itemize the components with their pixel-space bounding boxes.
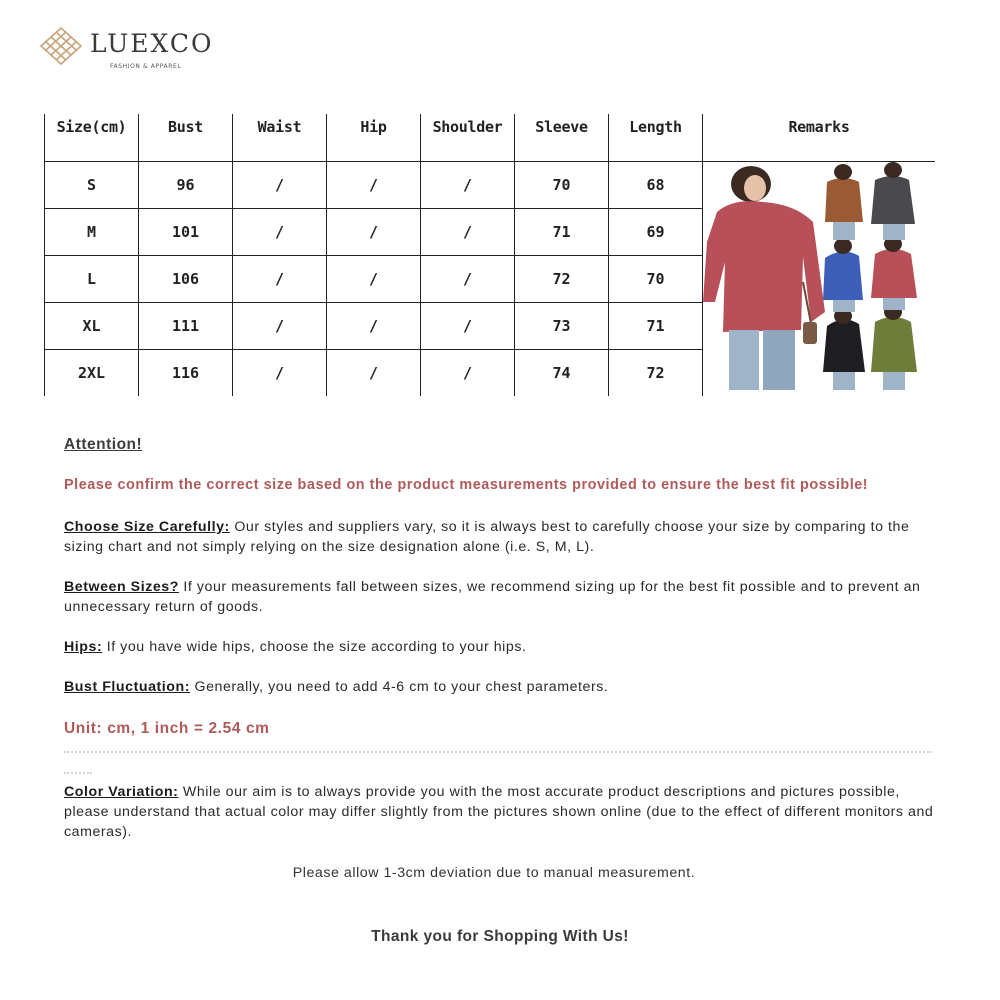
color-variation-title: Color Variation:	[64, 784, 179, 800]
size-chart-table	[44, 114, 935, 396]
dotted-divider-short	[64, 772, 92, 774]
between-sizes-title: Between Sizes?	[64, 579, 179, 595]
table-header-row	[45, 114, 936, 162]
diamond-knot-icon	[37, 26, 85, 66]
cell-bust: 101	[139, 209, 233, 256]
cell-hip: /	[327, 256, 421, 303]
attention-heading: Attention!	[64, 436, 143, 453]
cell-shoulder: /	[421, 256, 515, 303]
cell-bust: 111	[139, 303, 233, 350]
between-sizes-text: If your measurements fall between sizes, we recommend sizing up for the best fit possible and to prevent an unnecessary return of goods.	[64, 579, 921, 615]
bust-fluctuation-text: Generally, you need to add 4-6 cm to your chest parameters.	[190, 679, 609, 695]
unit-note: Unit: cm, 1 inch = 2.54 cm	[64, 720, 270, 737]
hips-title: Hips:	[64, 639, 103, 655]
cell-bust: 106	[139, 256, 233, 303]
cell-hip: /	[327, 303, 421, 350]
deviation-note: Please allow 1-3cm deviation due to manual measurement.	[292, 865, 696, 881]
color-variant-thumbnail	[871, 317, 917, 372]
color-variant-thumbnail	[871, 249, 917, 298]
cell-size: L	[45, 256, 139, 303]
header-sleeve: Sleeve	[515, 114, 609, 162]
cell-shoulder: /	[421, 209, 515, 256]
cell-size: S	[45, 162, 139, 209]
cell-hip: /	[327, 162, 421, 209]
bust-fluctuation-note	[64, 677, 944, 697]
color-variant-thumbnail	[823, 319, 865, 372]
cell-waist: /	[233, 350, 327, 397]
cell-length: 72	[609, 350, 703, 397]
header-remarks: Remarks	[703, 114, 936, 162]
color-variation-note	[64, 782, 934, 842]
hips-text: If you have wide hips, choose the size according to your hips.	[102, 639, 527, 655]
cell-length: 71	[609, 303, 703, 350]
choose-size-note	[64, 517, 944, 557]
header-shoulder: Shoulder	[421, 114, 515, 162]
color-variation-text: While our aim is to always provide you with the most accurate product descriptions and pictures possible, please understand that actual color may differ slightly from the pictures shown online (due to the effect of different monitors and cameras).	[64, 784, 934, 840]
cell-sleeve: 71	[515, 209, 609, 256]
cell-shoulder: /	[421, 350, 515, 397]
choose-size-text: Our styles and suppliers vary, so it is always best to carefully choose your size by comparing to the sizing chart and not simply relying on the size designation alone (i.e. S, M, L).	[64, 519, 910, 555]
cell-hip: /	[327, 209, 421, 256]
cell-size: XL	[45, 303, 139, 350]
color-variant-thumbnail	[825, 178, 863, 222]
product-photo-collage	[703, 162, 935, 390]
cell-shoulder: /	[421, 303, 515, 350]
brand-name: LUEXCO	[90, 29, 214, 58]
cell-waist: /	[233, 162, 327, 209]
cell-sleeve: 73	[515, 303, 609, 350]
product-photo-cell	[703, 162, 936, 397]
thank-you-message: Thank you for Shopping With Us!	[371, 928, 629, 945]
size-warning: Please confirm the correct size based on the product measurements provided to ensure the best fit possible!	[64, 477, 869, 493]
bust-fluctuation-title: Bust Fluctuation:	[64, 679, 190, 695]
brand-logo	[37, 26, 237, 76]
header-hip: Hip	[327, 114, 421, 162]
table-row	[45, 162, 936, 209]
cell-sleeve: 70	[515, 162, 609, 209]
cell-size: M	[45, 209, 139, 256]
cell-size: 2XL	[45, 350, 139, 397]
dotted-divider	[64, 751, 932, 753]
cell-length: 70	[609, 256, 703, 303]
cell-length: 69	[609, 209, 703, 256]
cell-sleeve: 72	[515, 256, 609, 303]
cell-waist: /	[233, 209, 327, 256]
header-size: Size(cm)	[45, 114, 139, 162]
cell-hip: /	[327, 350, 421, 397]
cell-shoulder: /	[421, 162, 515, 209]
cell-waist: /	[233, 303, 327, 350]
product-photo-image	[703, 162, 935, 390]
cell-bust: 116	[139, 350, 233, 397]
color-variant-thumbnail	[871, 176, 915, 224]
header-length: Length	[609, 114, 703, 162]
choose-size-title: Choose Size Carefully:	[64, 519, 230, 535]
hips-note	[64, 637, 944, 657]
cell-length: 68	[609, 162, 703, 209]
cell-waist: /	[233, 256, 327, 303]
cell-sleeve: 74	[515, 350, 609, 397]
header-waist: Waist	[233, 114, 327, 162]
brand-tagline: FASHION & APPAREL	[110, 63, 182, 70]
between-sizes-note	[64, 577, 944, 617]
color-variant-thumbnail	[823, 251, 863, 300]
header-bust: Bust	[139, 114, 233, 162]
cell-bust: 96	[139, 162, 233, 209]
